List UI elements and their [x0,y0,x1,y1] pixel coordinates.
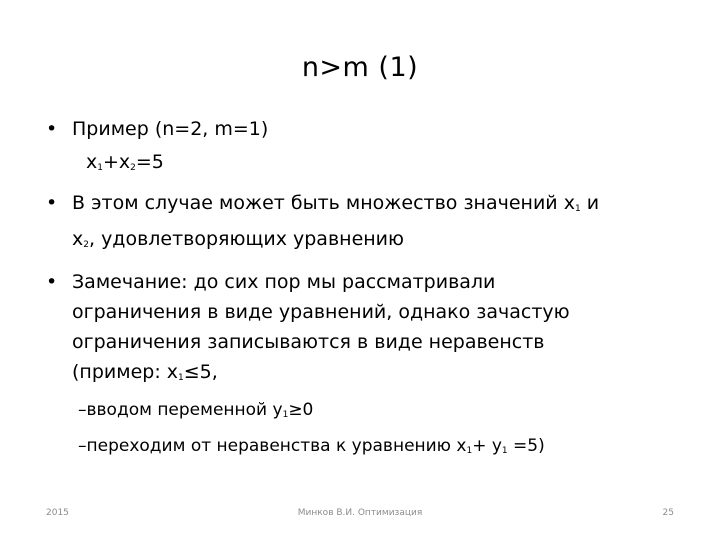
footer-year: 2015 [46,508,69,518]
bullet-text: Пример (n=2, m=1) [72,118,269,140]
bullet-text [72,188,686,260]
subscript: 1 [178,373,184,383]
slide-title: n>m (1) [301,52,419,83]
text-run: x [72,228,84,250]
bullet-many-values [46,188,686,260]
slide-content [46,114,686,465]
text-run: , удовлетворяющих уравнению [88,228,405,250]
text-run: –вводом переменной y [78,400,283,420]
bullet-marker: • [46,192,58,214]
equation [46,147,686,183]
footer-page-number: 25 [662,508,674,518]
equation-plus-x: +x [102,151,131,173]
text-run: =5) [507,436,545,456]
subscript: 1 [466,446,473,456]
text-run: и [580,192,600,214]
sub-bullet-to-equation [46,432,686,465]
text-line: ограничения в виде уравнений, однако зачастую [72,301,570,323]
equation-x: x [86,151,98,173]
equation-subscript-2: 2 [130,163,136,173]
sub-bullet-slack-variable [46,396,686,429]
text-run: –переходим от неравенства к уравнению x [78,436,467,456]
text-line: ограничения записываются в виде неравенств [72,331,545,353]
bullet-example [46,114,686,144]
text-run: ≥0 [288,400,314,420]
footer-author: Минков В.И. Оптимизация [297,508,423,518]
subscript: 1 [501,446,508,456]
text-run: В этом случае может быть множество значений x [72,192,575,214]
text-run: ≤5, [183,361,218,383]
subscript: 1 [282,410,289,420]
bullet-remark [46,267,686,393]
text-run: + y [472,436,502,456]
subscript: 2 [83,240,89,250]
bullet-marker: • [46,271,58,293]
subscript: 1 [574,204,581,214]
text-line: Замечание: до сих пор мы рассматривали [72,271,496,293]
bullet-marker: • [46,118,58,140]
text-run: (пример: x [72,361,179,383]
bullet-text [72,267,686,393]
equation-rhs: =5 [135,151,164,173]
equation-subscript-1: 1 [97,163,103,173]
